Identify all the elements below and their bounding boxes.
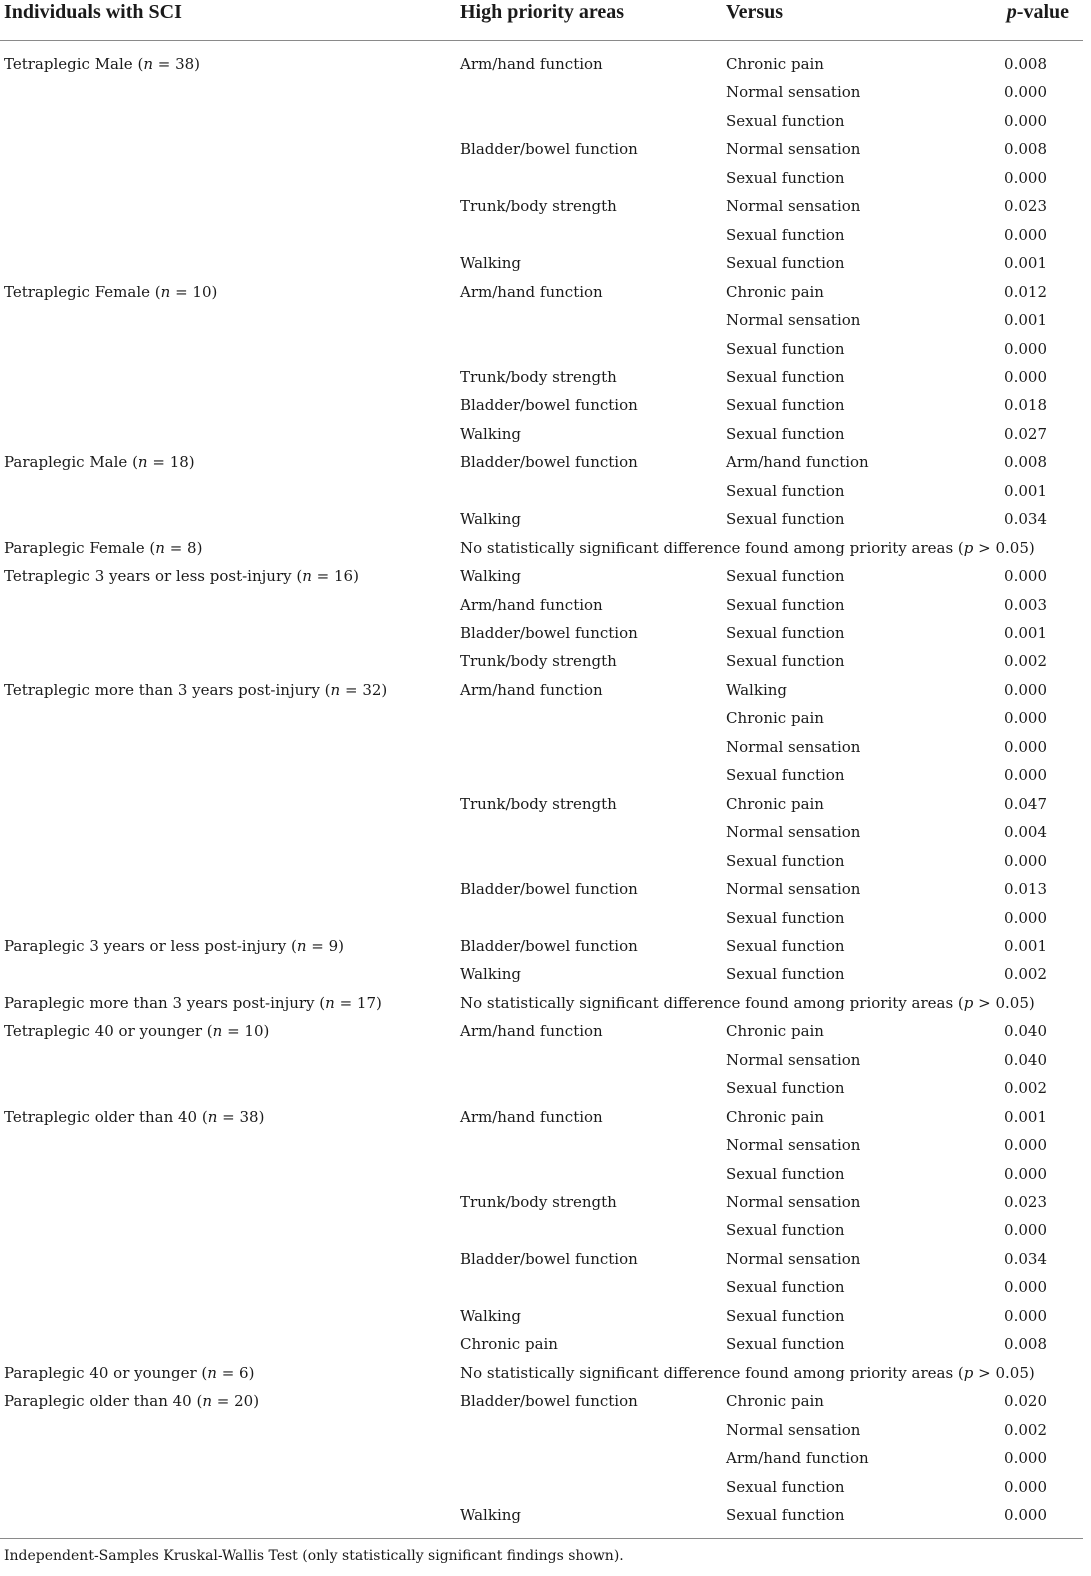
cell-p-value: 0.000 bbox=[1004, 567, 1047, 586]
cell-p-value: 0.000 bbox=[1004, 1449, 1047, 1468]
cell-versus: Sexual function bbox=[726, 595, 845, 614]
table-row bbox=[0, 681, 1083, 709]
cell-high-priority-area: Bladder/bowel function bbox=[460, 396, 638, 415]
table-row bbox=[0, 453, 1083, 481]
cell-high-priority-area: Arm/hand function bbox=[460, 282, 603, 301]
table-row bbox=[0, 567, 1083, 595]
table-row bbox=[0, 396, 1083, 424]
table-row bbox=[0, 1221, 1083, 1249]
table-row bbox=[0, 624, 1083, 652]
cell-p-value: 0.001 bbox=[1004, 624, 1047, 642]
table-row bbox=[0, 1108, 1083, 1136]
table-row bbox=[0, 852, 1083, 880]
cell-versus: Sexual function bbox=[726, 339, 845, 358]
table-row bbox=[0, 880, 1083, 908]
cell-p-value: 0.000 bbox=[1004, 1306, 1047, 1325]
cell-high-priority-area: Arm/hand function bbox=[460, 680, 603, 699]
cell-versus: Normal sensation bbox=[726, 83, 861, 102]
cell-p-value: 0.020 bbox=[1004, 1392, 1047, 1411]
table-row bbox=[0, 1307, 1083, 1335]
table-body bbox=[0, 41, 1091, 1541]
cell-versus: Chronic pain bbox=[726, 1022, 824, 1041]
cell-versus: Sexual function bbox=[726, 481, 845, 500]
cell-versus: Normal sensation bbox=[726, 1193, 861, 1211]
table-row bbox=[0, 596, 1083, 624]
table-row bbox=[0, 1449, 1083, 1477]
cell-versus: Sexual function bbox=[726, 965, 845, 984]
cell-p-value: 0.004 bbox=[1004, 823, 1047, 842]
cell-high-priority-area: Walking bbox=[460, 567, 522, 586]
cell-versus: Chronic pain bbox=[726, 55, 824, 73]
cell-versus: Sexual function bbox=[726, 936, 845, 955]
cell-high-priority-area: Bladder/bowel function bbox=[460, 1392, 638, 1411]
cell-individuals: Paraplegic Female (n = 8) bbox=[4, 538, 203, 557]
cell-p-value: 0.001 bbox=[1004, 254, 1047, 273]
cell-high-priority-area: Walking bbox=[460, 424, 522, 443]
cell-p-value: 0.000 bbox=[1004, 1221, 1047, 1240]
table-row bbox=[0, 965, 1083, 993]
cell-high-priority-area: Walking bbox=[460, 254, 522, 273]
table-row bbox=[0, 1136, 1083, 1164]
cell-high-priority-area: Arm/hand function bbox=[460, 1107, 603, 1126]
header-high-priority-areas: High priority areas bbox=[460, 1, 625, 23]
cell-versus: Sexual function bbox=[726, 254, 845, 273]
table-row bbox=[0, 1364, 1083, 1392]
cell-p-value: 0.023 bbox=[1004, 197, 1047, 216]
cell-individuals: Paraplegic Male (n = 18) bbox=[4, 453, 195, 472]
cell-versus: Sexual function bbox=[726, 624, 845, 642]
cell-no-significance-note: No statistically significant difference found among priority areas (p > 0.05) bbox=[460, 993, 1035, 1012]
cell-p-value: 0.027 bbox=[1004, 424, 1047, 443]
cell-high-priority-area: Walking bbox=[460, 1306, 522, 1325]
cell-p-value: 0.000 bbox=[1004, 83, 1047, 102]
cell-individuals: Tetraplegic 40 or younger (n = 10) bbox=[4, 1022, 270, 1041]
cell-high-priority-area: Arm/hand function bbox=[460, 595, 603, 614]
table-row bbox=[0, 254, 1083, 282]
header-p-value: p-value bbox=[1006, 1, 1069, 23]
table-row bbox=[0, 1478, 1083, 1506]
cell-high-priority-area: Bladder/bowel function bbox=[460, 1249, 638, 1268]
cell-versus: Chronic pain bbox=[726, 794, 824, 813]
cell-p-value: 0.012 bbox=[1004, 282, 1047, 301]
cell-versus: Sexual function bbox=[726, 1164, 845, 1183]
table-row bbox=[0, 169, 1083, 197]
cell-versus: Sexual function bbox=[726, 1221, 845, 1240]
cell-p-value: 0.023 bbox=[1004, 1193, 1047, 1211]
table-row bbox=[0, 425, 1083, 453]
cell-versus: Sexual function bbox=[726, 1079, 845, 1098]
table-row bbox=[0, 83, 1083, 111]
table-row bbox=[0, 1079, 1083, 1107]
cell-p-value: 0.018 bbox=[1004, 396, 1047, 415]
cell-p-value: 0.000 bbox=[1004, 339, 1047, 358]
cell-high-priority-area: Bladder/bowel function bbox=[460, 936, 638, 955]
cell-versus: Sexual function bbox=[726, 510, 845, 529]
table-row bbox=[0, 1250, 1083, 1278]
cell-high-priority-area: Bladder/bowel function bbox=[460, 453, 638, 472]
cell-p-value: 0.040 bbox=[1004, 1050, 1047, 1069]
table-row bbox=[0, 226, 1083, 254]
table-row bbox=[0, 823, 1083, 851]
cell-p-value: 0.000 bbox=[1004, 1505, 1047, 1524]
cell-versus: Chronic pain bbox=[726, 1107, 824, 1126]
table-row bbox=[0, 1335, 1083, 1363]
cell-p-value: 0.001 bbox=[1004, 481, 1047, 500]
header-individuals: Individuals with SCI bbox=[4, 1, 182, 23]
cell-versus: Sexual function bbox=[726, 1278, 845, 1297]
cell-versus: Walking bbox=[726, 680, 788, 699]
cell-high-priority-area: Trunk/body strength bbox=[460, 197, 617, 216]
cell-individuals: Paraplegic more than 3 years post-injury (n = 17) bbox=[4, 993, 382, 1012]
cell-p-value: 0.001 bbox=[1004, 936, 1047, 955]
cell-p-value: 0.002 bbox=[1004, 652, 1047, 671]
cell-versus: Normal sensation bbox=[726, 823, 861, 842]
cell-high-priority-area: Trunk/body strength bbox=[460, 1193, 617, 1211]
table-row bbox=[0, 140, 1083, 168]
table-row bbox=[0, 1193, 1083, 1221]
cell-versus: Sexual function bbox=[726, 1335, 845, 1354]
cell-individuals: Paraplegic older than 40 (n = 20) bbox=[4, 1392, 260, 1411]
table-footnote: Independent-Samples Kruskal-Wallis Test (only statistically significant findings shown). bbox=[4, 1548, 624, 1564]
cell-versus: Normal sensation bbox=[726, 140, 861, 159]
cell-high-priority-area: Walking bbox=[460, 510, 522, 529]
cell-p-value: 0.008 bbox=[1004, 140, 1047, 159]
cell-versus: Normal sensation bbox=[726, 197, 861, 216]
table-row bbox=[0, 766, 1083, 794]
table-row bbox=[0, 937, 1083, 965]
cell-no-significance-note: No statistically significant difference found among priority areas (p > 0.05) bbox=[460, 538, 1035, 557]
cell-p-value: 0.002 bbox=[1004, 1420, 1047, 1439]
cell-versus: Normal sensation bbox=[726, 880, 861, 899]
cell-p-value: 0.013 bbox=[1004, 880, 1047, 899]
cell-p-value: 0.034 bbox=[1004, 1249, 1047, 1268]
table-header bbox=[0, 0, 1091, 40]
cell-p-value: 0.003 bbox=[1004, 595, 1047, 614]
cell-versus: Chronic pain bbox=[726, 1392, 824, 1411]
cell-individuals: Tetraplegic Female (n = 10) bbox=[4, 282, 218, 301]
table-row bbox=[0, 55, 1083, 83]
cell-high-priority-area: Trunk/body strength bbox=[460, 794, 617, 813]
cell-individuals: Tetraplegic older than 40 (n = 38) bbox=[4, 1107, 265, 1126]
table-row bbox=[0, 795, 1083, 823]
cell-versus: Sexual function bbox=[726, 652, 845, 671]
cell-versus: Normal sensation bbox=[726, 1249, 861, 1268]
cell-p-value: 0.008 bbox=[1004, 1335, 1047, 1354]
cell-versus: Sexual function bbox=[726, 1306, 845, 1325]
cell-high-priority-area: Arm/hand function bbox=[460, 1022, 603, 1041]
cell-versus: Normal sensation bbox=[726, 737, 861, 756]
cell-versus: Sexual function bbox=[726, 111, 845, 130]
cell-p-value: 0.002 bbox=[1004, 965, 1047, 984]
cell-high-priority-area: Arm/hand function bbox=[460, 55, 603, 73]
cell-versus: Sexual function bbox=[726, 1477, 845, 1496]
table-row bbox=[0, 311, 1083, 339]
table-row bbox=[0, 738, 1083, 766]
cell-versus: Sexual function bbox=[726, 908, 845, 927]
cell-p-value: 0.000 bbox=[1004, 111, 1047, 130]
cell-p-value: 0.000 bbox=[1004, 367, 1047, 386]
cell-versus: Normal sensation bbox=[726, 1420, 861, 1439]
cell-individuals: Tetraplegic 3 years or less post-injury (n = 16) bbox=[4, 567, 359, 586]
cell-p-value: 0.000 bbox=[1004, 709, 1047, 728]
cell-p-value: 0.001 bbox=[1004, 1107, 1047, 1126]
cell-high-priority-area: Bladder/bowel function bbox=[460, 880, 638, 899]
cell-versus: Arm/hand function bbox=[726, 1449, 869, 1468]
table-row bbox=[0, 1165, 1083, 1193]
table-row bbox=[0, 510, 1083, 538]
cell-versus: Sexual function bbox=[726, 168, 845, 187]
cell-versus: Normal sensation bbox=[726, 1050, 861, 1069]
table-row bbox=[0, 1022, 1083, 1050]
table-row bbox=[0, 1392, 1083, 1420]
cell-high-priority-area: Walking bbox=[460, 965, 522, 984]
cell-p-value: 0.000 bbox=[1004, 225, 1047, 244]
cell-high-priority-area: Trunk/body strength bbox=[460, 652, 617, 671]
cell-p-value: 0.000 bbox=[1004, 680, 1047, 699]
table-row bbox=[0, 652, 1083, 680]
cell-versus: Arm/hand function bbox=[726, 453, 869, 472]
cell-versus: Sexual function bbox=[726, 851, 845, 870]
cell-high-priority-area: Chronic pain bbox=[460, 1335, 558, 1354]
table-row bbox=[0, 197, 1083, 225]
cell-versus: Sexual function bbox=[726, 567, 845, 586]
cell-versus: Chronic pain bbox=[726, 282, 824, 301]
table-row bbox=[0, 283, 1083, 311]
cell-versus: Sexual function bbox=[726, 1505, 845, 1524]
cell-p-value: 0.000 bbox=[1004, 851, 1047, 870]
cell-versus: Sexual function bbox=[726, 766, 845, 785]
table-row bbox=[0, 994, 1083, 1022]
cell-p-value: 0.008 bbox=[1004, 453, 1047, 472]
table-row bbox=[0, 482, 1083, 510]
cell-p-value: 0.000 bbox=[1004, 766, 1047, 785]
table-row bbox=[0, 709, 1083, 737]
cell-high-priority-area: Walking bbox=[460, 1505, 522, 1524]
cell-p-value: 0.001 bbox=[1004, 311, 1047, 330]
header-versus: Versus bbox=[726, 1, 784, 23]
cell-versus: Sexual function bbox=[726, 225, 845, 244]
cell-individuals: Paraplegic 40 or younger (n = 6) bbox=[4, 1363, 255, 1382]
cell-individuals: Tetraplegic more than 3 years post-injury (n = 32) bbox=[4, 680, 388, 699]
cell-versus: Sexual function bbox=[726, 424, 845, 443]
cell-p-value: 0.000 bbox=[1004, 908, 1047, 927]
table-row bbox=[0, 368, 1083, 396]
table-row bbox=[0, 340, 1083, 368]
table-row bbox=[0, 1278, 1083, 1306]
table-row bbox=[0, 1051, 1083, 1079]
cell-p-value: 0.047 bbox=[1004, 794, 1047, 813]
cell-high-priority-area: Bladder/bowel function bbox=[460, 624, 638, 642]
cell-individuals: Tetraplegic Male (n = 38) bbox=[4, 55, 201, 73]
cell-p-value: 0.040 bbox=[1004, 1022, 1047, 1041]
cell-no-significance-note: No statistically significant difference found among priority areas (p > 0.05) bbox=[460, 1363, 1035, 1382]
cell-p-value: 0.000 bbox=[1004, 1278, 1047, 1297]
cell-p-value: 0.034 bbox=[1004, 510, 1047, 529]
cell-high-priority-area: Bladder/bowel function bbox=[460, 140, 638, 159]
table-row bbox=[0, 539, 1083, 567]
cell-versus: Normal sensation bbox=[726, 1136, 861, 1155]
cell-individuals: Paraplegic 3 years or less post-injury (n = 9) bbox=[4, 936, 345, 955]
bottom-rule bbox=[0, 1538, 1083, 1539]
cell-p-value: 0.000 bbox=[1004, 737, 1047, 756]
table-row bbox=[0, 1421, 1083, 1449]
table-row bbox=[0, 909, 1083, 937]
cell-versus: Normal sensation bbox=[726, 311, 861, 330]
cell-p-value: 0.002 bbox=[1004, 1079, 1047, 1098]
cell-versus: Chronic pain bbox=[726, 709, 824, 728]
cell-p-value: 0.000 bbox=[1004, 1136, 1047, 1155]
cell-versus: Sexual function bbox=[726, 367, 845, 386]
cell-p-value: 0.008 bbox=[1004, 55, 1047, 73]
cell-p-value: 0.000 bbox=[1004, 168, 1047, 187]
table-row bbox=[0, 1506, 1083, 1534]
cell-p-value: 0.000 bbox=[1004, 1164, 1047, 1183]
cell-p-value: 0.000 bbox=[1004, 1477, 1047, 1496]
cell-versus: Sexual function bbox=[726, 396, 845, 415]
table-row bbox=[0, 112, 1083, 140]
cell-high-priority-area: Trunk/body strength bbox=[460, 367, 617, 386]
